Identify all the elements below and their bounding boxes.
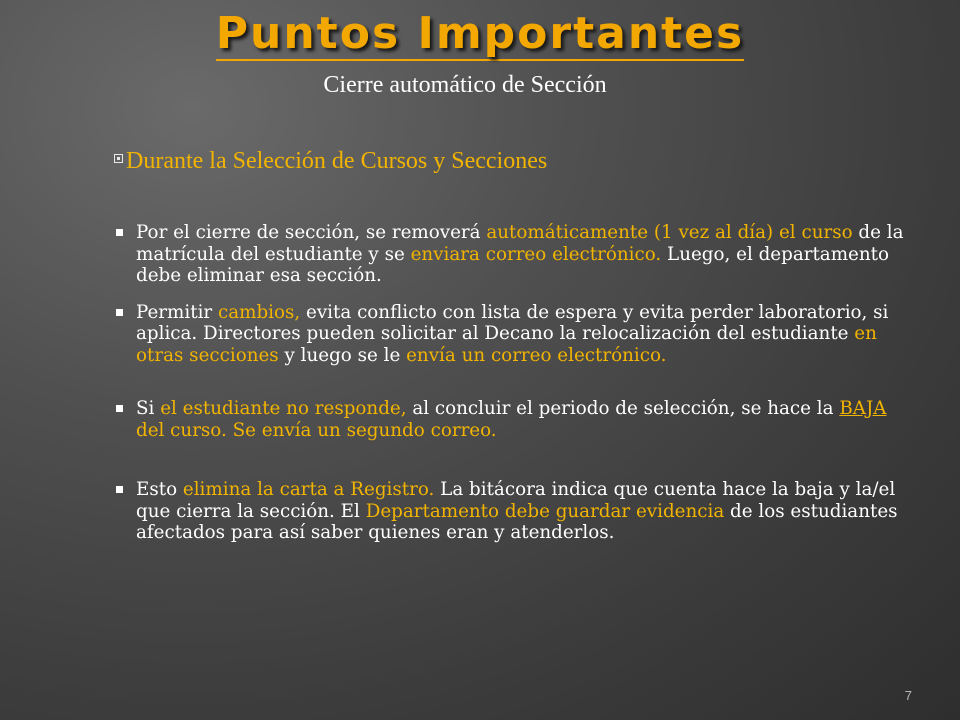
bullet-text-segment: Permitir	[136, 301, 218, 323]
bullet-text-segment: La bitácora indica que cuenta hace la baja y la/el que cierra la sección. El	[136, 479, 896, 522]
bullet-text	[136, 398, 887, 441]
bullet-text-segment: Esto	[136, 479, 183, 500]
bullet-text	[136, 222, 904, 286]
bullet-marker-icon	[116, 309, 123, 316]
bullet-text-segment: Por el cierre de sección, se removerá	[136, 222, 487, 243]
highlighted-text: enviara correo electrónico.	[410, 243, 662, 265]
bullet-text-segment: evita conflicto con lista de espera y evita perder laboratorio, si aplica. Directores pueden solicitar al Decano la relocalización del estudiante	[136, 301, 889, 344]
slide-title	[0, 8, 960, 59]
bullet-marker-icon	[116, 405, 123, 412]
highlighted-text: cambios,	[217, 301, 301, 323]
highlighted-text: en otras secciones	[136, 323, 877, 366]
bullet-text-segment: de la matrícula del estudiante y se	[136, 222, 904, 265]
section-heading	[114, 148, 547, 175]
bullet-list	[115, 222, 905, 544]
bullet-item	[115, 222, 905, 287]
page-number: 7	[904, 688, 912, 703]
bullet-marker-icon	[116, 486, 123, 493]
bullet-item	[115, 302, 905, 367]
bullet-marker-icon	[116, 229, 123, 236]
bullet-text-segment: de los estudiantes afectados para así saber quienes eran y atenderlos.	[136, 500, 898, 543]
highlighted-text: elimina la carta a Registro.	[182, 479, 435, 500]
highlighted-text: envía un correo electrónico.	[406, 344, 667, 366]
bullet-text-segment: Si	[136, 398, 161, 419]
bullet-item	[115, 398, 905, 441]
highlighted-text: del curso. Se envía un segundo correo.	[136, 419, 497, 441]
highlighted-text: Departamento debe guardar evidencia	[365, 500, 725, 522]
bullet-text	[136, 302, 888, 366]
highlighted-text: BAJA	[839, 398, 887, 419]
section-heading-text: Durante la Selección de Cursos y Secciones	[126, 148, 548, 174]
highlighted-text: el estudiante no responde,	[160, 398, 407, 419]
bullet-text-segment: Luego, el departamento debe eliminar esa sección.	[136, 243, 889, 286]
highlighted-text: automáticamente (1 vez al día) el curso	[486, 222, 853, 243]
bullet-text-segment: al concluir el periodo de selección, se hace la	[406, 398, 840, 419]
bullet-text-segment: y luego se le	[278, 344, 407, 366]
bullet-text	[136, 479, 898, 543]
slide-subtitle: Cierre automático de Sección	[323, 72, 607, 98]
slide-title-text: Puntos Importantes	[215, 8, 745, 59]
bullet-item	[115, 479, 905, 544]
